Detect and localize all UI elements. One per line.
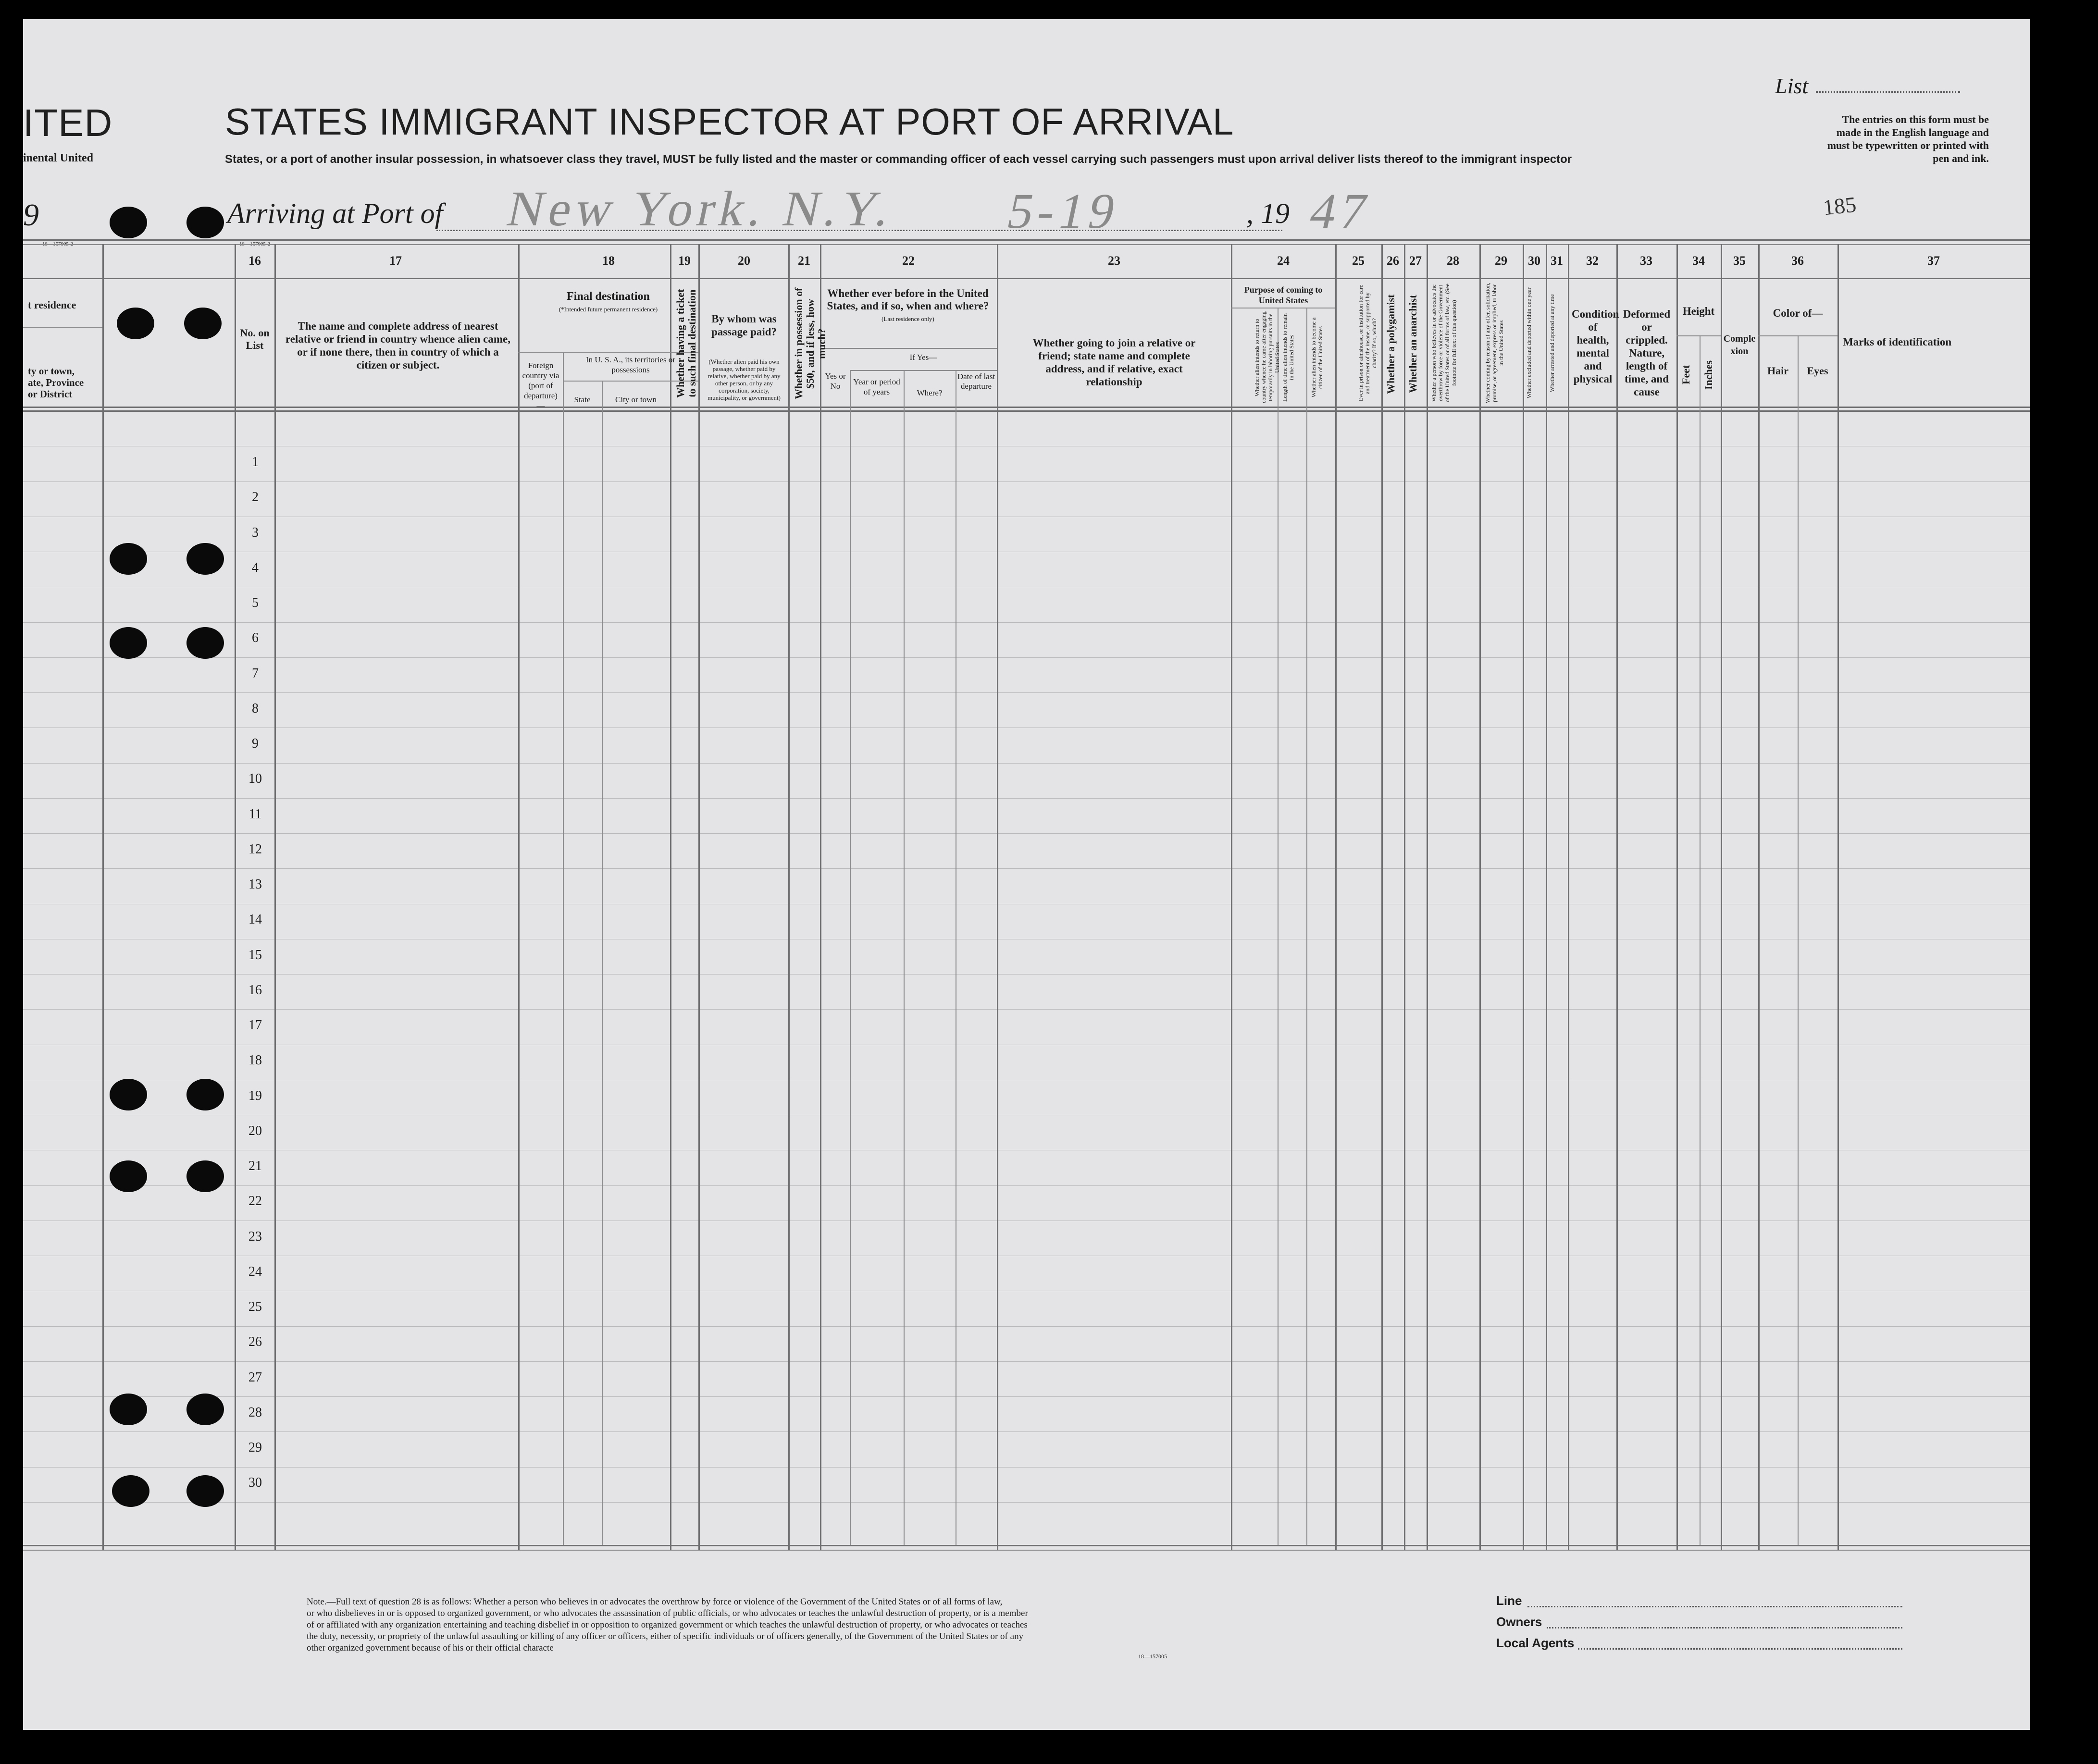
col-line [670,244,671,1550]
punch-hole [110,1160,147,1192]
col-number-24: 24 [1277,254,1290,268]
col24-return: Whether alien intends to return to country whence he came after engaging temporarily in laboring pursuits in the United States [1254,311,1280,404]
date-handwritten: 5-19 [1002,184,1125,239]
col-line [997,244,998,1550]
col-number-37: 37 [1927,254,1940,268]
col-number-29: 29 [1495,254,1507,268]
col-line [1427,244,1428,1550]
row-number: 21 [248,1159,262,1173]
left-state-label: ate, Province [28,377,84,388]
row-number: 20 [248,1123,262,1138]
row-number: 14 [248,912,262,927]
row-number: 27 [248,1370,262,1385]
col-line [1837,244,1839,1550]
col35-heading: Complexion [1723,333,1756,357]
form-title: STATES IMMIGRANT INSPECTOR AT PORT OF ARRIVAL [225,100,1234,143]
subhead-rule [820,348,997,349]
col-line [698,244,700,1550]
subcol-line [904,370,905,1545]
col34-title: Height [1682,305,1715,317]
col-number-27: 27 [1409,254,1422,268]
col-number-18: 18 [602,254,615,268]
row-rule [23,622,2030,623]
row-rule [23,1467,2030,1468]
col17-heading: The name and complete address of nearest relative or friend in country whence alien came, or if none there, then in country of which a citizen or subject. [285,320,510,371]
subhead-rule [850,370,997,371]
col18-subtitle: (*Intended future permanent residence) [559,306,658,313]
row-number: 28 [248,1405,262,1420]
row-rule [23,833,2030,834]
col-number-25: 25 [1352,254,1365,268]
col36-hair: Hair [1767,365,1788,377]
row-rule [23,1431,2030,1432]
row-rule [23,657,2030,658]
row-number: 22 [248,1194,262,1209]
row-number: 25 [248,1299,262,1314]
punch-hole [117,308,154,339]
left-fragment: inental United [23,152,94,164]
arriving-label: Arriving at Port of [227,197,443,229]
row-number: 9 [252,736,259,751]
subcol-line [1278,308,1279,1545]
owners-label: Owners [1496,1615,1542,1629]
row-number: 10 [248,771,262,786]
row-rule [23,868,2030,869]
col21-heading: Whether in possession of $50, and if less, how much? [793,287,828,400]
left-district-label: or District [28,388,73,400]
subcol-line [850,370,851,1545]
col36-title: Color of— [1773,307,1823,319]
col20-title: By whom was passage paid? [711,313,777,338]
col22-date: Date of last departure [957,372,995,391]
col22-subtitle: (Last residence only) [881,315,934,322]
grid-top-rule-2 [23,244,2030,245]
punch-hole [112,1475,149,1507]
row-rule [23,1361,2030,1362]
col31-heading: Whether arrested and deported at any time [1549,294,1555,392]
row-rule [23,798,2030,799]
col20-subtitle: (Whether alien paid his own passage, whether paid by relative, whether paid by any other person, or by any corporation, society, municipality, or government) [708,358,781,401]
row-number: 17 [248,1018,262,1033]
col18-city: City or town [615,395,657,404]
col23-heading: Whether going to join a relative or friend; state name and complete address, and if relative, exact relationship [1032,337,1196,388]
col-number-34: 34 [1692,254,1705,268]
punch-hole [186,1394,224,1425]
row-number: 13 [248,877,262,892]
year-printed: , 19 [1246,197,1290,229]
col-line [1758,244,1760,1550]
list-number-line [1816,91,1960,93]
col18-foreign: Foreign country via (port of departure)— [522,361,559,410]
port-handwritten: New York. N.Y. [502,181,900,236]
col25-heading: Ever in prison or almshouse, or institution for care and treatment of the insane, or supported by charity? If so, which? [1357,284,1378,402]
row-rule [23,1326,2030,1327]
footnote-line: other organized government because of his or their official characte [307,1643,554,1653]
row-number: 15 [248,948,262,962]
col-line [274,244,276,1550]
manifest-sheet [23,19,2030,1730]
header-bottom-rule-2 [23,410,2030,412]
left-year-fragment: 9 [23,197,39,233]
row-number: 8 [252,701,259,716]
footnote-line: or who disbelieves in or is opposed to organized government, or who advocates the assassination of public officials, or who advocates or teaches the unlawful destruction of property, or is a member [307,1608,1028,1618]
col-number-22: 22 [902,254,915,268]
col-line [102,244,104,1550]
col24-length: Length of time alien intends to remain in the United States [1281,313,1295,402]
row-number: 12 [248,842,262,857]
col22-ifyes: If Yes— [909,353,937,362]
subhead-rule [518,352,698,353]
subhead-rule [1676,335,1721,336]
col-number-30: 30 [1528,254,1540,268]
entries-note: The entries on this form must be made in the English language and must be typewritten or printed with pen and ink. [1827,113,1989,164]
grid-bottom-rule [23,1545,2030,1546]
punch-hole [186,1079,224,1110]
col-line [1568,244,1569,1550]
punch-hole [110,1394,147,1425]
col-line [1404,244,1405,1550]
punch-hole [110,1079,147,1110]
subcol-line [1306,308,1307,1545]
form-subtitle: States, or a port of another insular possession, in whatsoever class they travel, MUST be fully listed and the master or commanding officer of each vessel carrying such passengers must upon arrival deliver lists thereof to the immigrant inspector [225,153,1572,166]
col-line [1381,244,1383,1550]
col-line [1231,244,1232,1550]
col36-eyes: Eyes [1807,365,1828,377]
col30-heading: Whether excluded and deported within one year [1526,287,1532,399]
row-number: 24 [248,1264,262,1279]
agents-field [1578,1648,1902,1650]
col-line [235,244,236,1550]
col34-inches: Inches [1702,360,1714,390]
punch-hole [110,543,147,575]
col28-heading: Whether a person who believes in or advocates the overthrow by force or violence of the Government of the United States or of all forms of law, etc. (See footnote for full text of this question) [1430,284,1457,403]
form-code-right: 18—157005-2 [239,241,271,247]
left-residence-label: t residence [28,299,76,311]
grid-bottom-rule-2 [23,1550,2030,1551]
form-code-left: 18—157005-2 [42,241,74,247]
col-number-35: 35 [1733,254,1746,268]
punch-hole [186,207,224,238]
col22-year: Year or period of years [853,377,900,396]
line-label: Line [1496,1593,1522,1608]
row-rule [23,481,2030,482]
col-line [1335,244,1337,1550]
subcol-line [602,381,603,1545]
row-number: 16 [248,983,262,998]
footnote-line: of or affiliated with any organization entertaining and teaching disbelief in or opposition to organized government or which teaches the unlawful destruction of property, or who advocates or teaches [307,1620,1028,1630]
col-line [820,244,821,1550]
col-line [1616,244,1618,1550]
col-line [1546,244,1547,1550]
row-number: 5 [252,595,259,610]
column-number-rule [23,278,2030,279]
row-number: 1 [252,455,259,469]
footnote-line: the duty, necessity, or propriety of the unlawful assaulting or killing of any officer or officers, either of specific individuals or of officers generally, of the Government of the United States or of any [307,1631,1024,1641]
header-bottom-rule [23,407,2030,408]
col18-usa: In U. S. A., its territories or possessions [585,355,676,374]
subhead-rule [23,327,102,328]
col-number-28: 28 [1447,254,1459,268]
footnote-line: Note.—Full text of question 28 is as follows: Whether a person who believes in or advocates the overthrow by force or violence of the Government of the United States or of all forms of law, [307,1597,1003,1607]
col18-title: Final destination [567,290,650,303]
list-label: List [1775,74,1809,98]
subcol-line [563,352,564,1545]
row-number: 19 [248,1088,262,1103]
row-rule [23,763,2030,764]
col-number-19: 19 [678,254,691,268]
col-number-33: 33 [1640,254,1652,268]
row-rule [23,692,2030,693]
row-rule [23,974,2030,975]
title-fragment: ITED [23,101,113,144]
subcol-line [1798,335,1799,1545]
col-number-36: 36 [1791,254,1804,268]
row-number: 7 [252,666,259,681]
col22-where: Where? [917,388,943,397]
col-line [1479,244,1481,1550]
col-line [1523,244,1524,1550]
col33-heading: Deformed or crippled. Nature, length of time, and cause [1623,308,1671,398]
col-line [1721,244,1722,1550]
row-number: 6 [252,630,259,645]
punch-hole [186,1160,224,1192]
col-line [518,244,520,1550]
punch-hole [110,627,147,659]
subcol-line [1700,335,1701,1545]
row-number: 30 [248,1475,262,1490]
col22-yesno: Yes or No [825,371,846,391]
grid-top-rule [23,239,2030,241]
col-number-16: 16 [248,254,261,268]
col-number-32: 32 [1586,254,1599,268]
col37-heading: Marks of identification [1843,336,1952,348]
punch-hole [110,207,147,238]
col29-heading: Whether coming by reason of any offer, solicitation, promise, or agreement, express or implied, to labor in the United States [1484,283,1504,404]
col26-heading: Whether a polygamist [1385,294,1397,394]
row-number: 3 [252,525,259,540]
col16-heading: No. on List [240,327,270,351]
row-rule [23,1009,2030,1010]
owners-field [1547,1627,1902,1628]
sheet-number: 185 [1822,192,1858,220]
col-number-26: 26 [1387,254,1399,268]
row-number: 29 [248,1440,262,1455]
punch-hole [186,627,224,659]
row-number: 26 [248,1334,262,1349]
col18-state: State [574,395,591,404]
col-number-23: 23 [1108,254,1120,268]
punch-hole [186,1475,224,1507]
year-handwritten: 47 [1305,184,1377,239]
punch-hole [186,543,224,575]
col-number-17: 17 [389,254,402,268]
col27-heading: Whether an anarchist [1407,295,1419,394]
col-line [1676,244,1678,1550]
row-number: 23 [248,1229,262,1244]
col-number-31: 31 [1551,254,1563,268]
row-rule [23,1502,2030,1503]
footer-form-code: 18—157005 [1138,1653,1167,1660]
row-number: 11 [248,807,262,822]
col24-title: Purpose of coming to United States [1244,285,1323,305]
col22-title: Whether ever before in the United States, and if so, when and where? [827,287,989,312]
col32-heading: Condition of health, mental and physical [1572,308,1619,385]
row-rule [23,1185,2030,1186]
footnote [307,1596,1268,1654]
col24-citizen: Whether alien intends to become a citizen of the United States [1310,317,1324,398]
line-field [1527,1606,1902,1607]
row-number: 2 [252,490,259,505]
row-number: 4 [252,560,259,575]
col19-heading: Whether having a ticket to such final destination [674,289,698,398]
left-city-label: ty or town, [28,365,75,377]
col-number-21: 21 [798,254,810,268]
subhead-rule [1758,335,1837,336]
agents-label: Local Agents [1496,1636,1575,1650]
row-number: 18 [248,1053,262,1068]
col-line [788,244,790,1550]
punch-hole [184,308,222,339]
col-number-20: 20 [738,254,750,268]
col34-feet: Feet [1680,365,1692,385]
row-rule [23,1396,2030,1397]
